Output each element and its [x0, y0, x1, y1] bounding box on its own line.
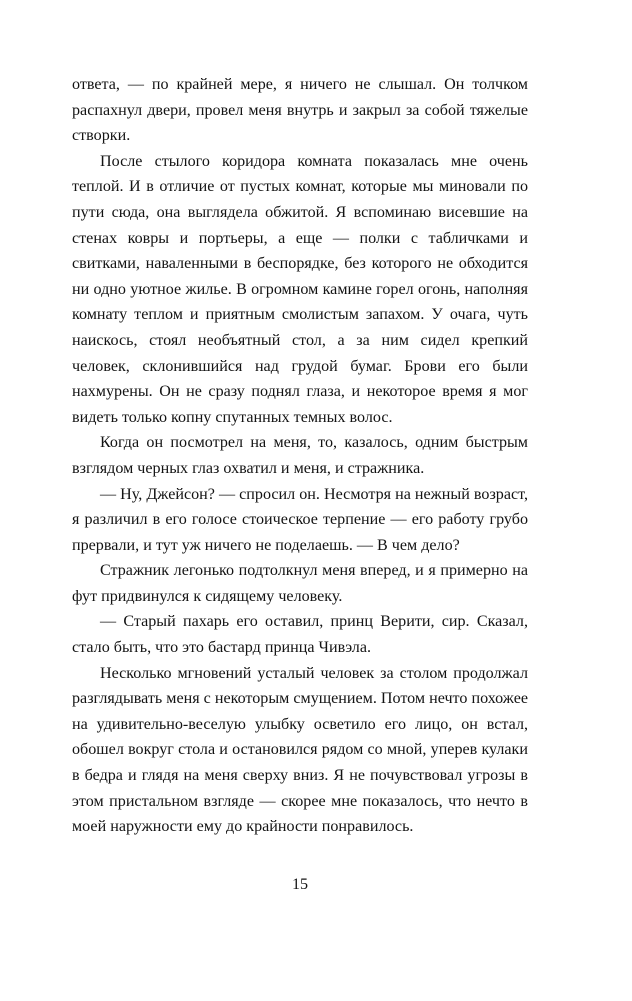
paragraph: Стражник легонько подтолкнул меня вперед, и я примерно на фут придвинулся к сидящему человеку.: [72, 562, 528, 605]
paragraph: — Ну, Джейсон? — спросил он. Несмотря на нежный возраст, я различил в его голосе стоическое терпение — его работу грубо прервали, и тут уж ничего не поделаешь. — В чем дело?: [72, 485, 528, 554]
paragraph: После стылого коридора комната показалась мне очень теплой. И в отличие от пустых комнат, которые мы миновали по пути сюда, она выглядела обжитой. Я вспоминаю висевшие на стенах ковры и портьеры, а еще — полки с табличками и свитками, наваленными в беспорядке, без которого не обходится ни одно уютное жилье. В огромном камине горел огонь, наполняя комнату теплом и приятным смолистым запахом. У очага, чуть наискось, стоял необъятный стол, а за ним сидел крепкий человек, склонившийся над грудой бумаг. Брови его были нахмурены. Он не сразу поднял глаза, и некоторое время я мог видеть только копну спутанных темных волос.: [72, 152, 528, 426]
paragraph: Несколько мгновений усталый человек за столом продолжал разглядывать меня с некоторым смущением. Потом нечто похожее на удивительно-веселую улыбку осветило его лицо, он встал, обошел вокруг стола и остановился рядом со мной, уперев кулаки в бедра и глядя на меня сверху вниз. Я не почувствовал угрозы в этом пристальном взгляде — скорее мне показалось, что нечто в моей наружности ему до крайности понравилось.: [72, 664, 528, 836]
page-number: 15: [291, 876, 309, 893]
paragraph: — Старый пахарь его оставил, принц Верити, сир. Сказал, стало быть, что это бастард принца Чивэла.: [72, 613, 528, 657]
paragraph: ответа, — по крайней мере, я ничего не слышал. Он толчком распахнул двери, провел меня внутрь и закрыл за собой тяжелые створки.: [72, 76, 528, 145]
paragraph: Когда он посмотрел на меня, то, казалось, одним быстрым взглядом черных глаз охватил и меня, и стражника.: [72, 434, 528, 477]
body-text-column: [72, 72, 528, 893]
